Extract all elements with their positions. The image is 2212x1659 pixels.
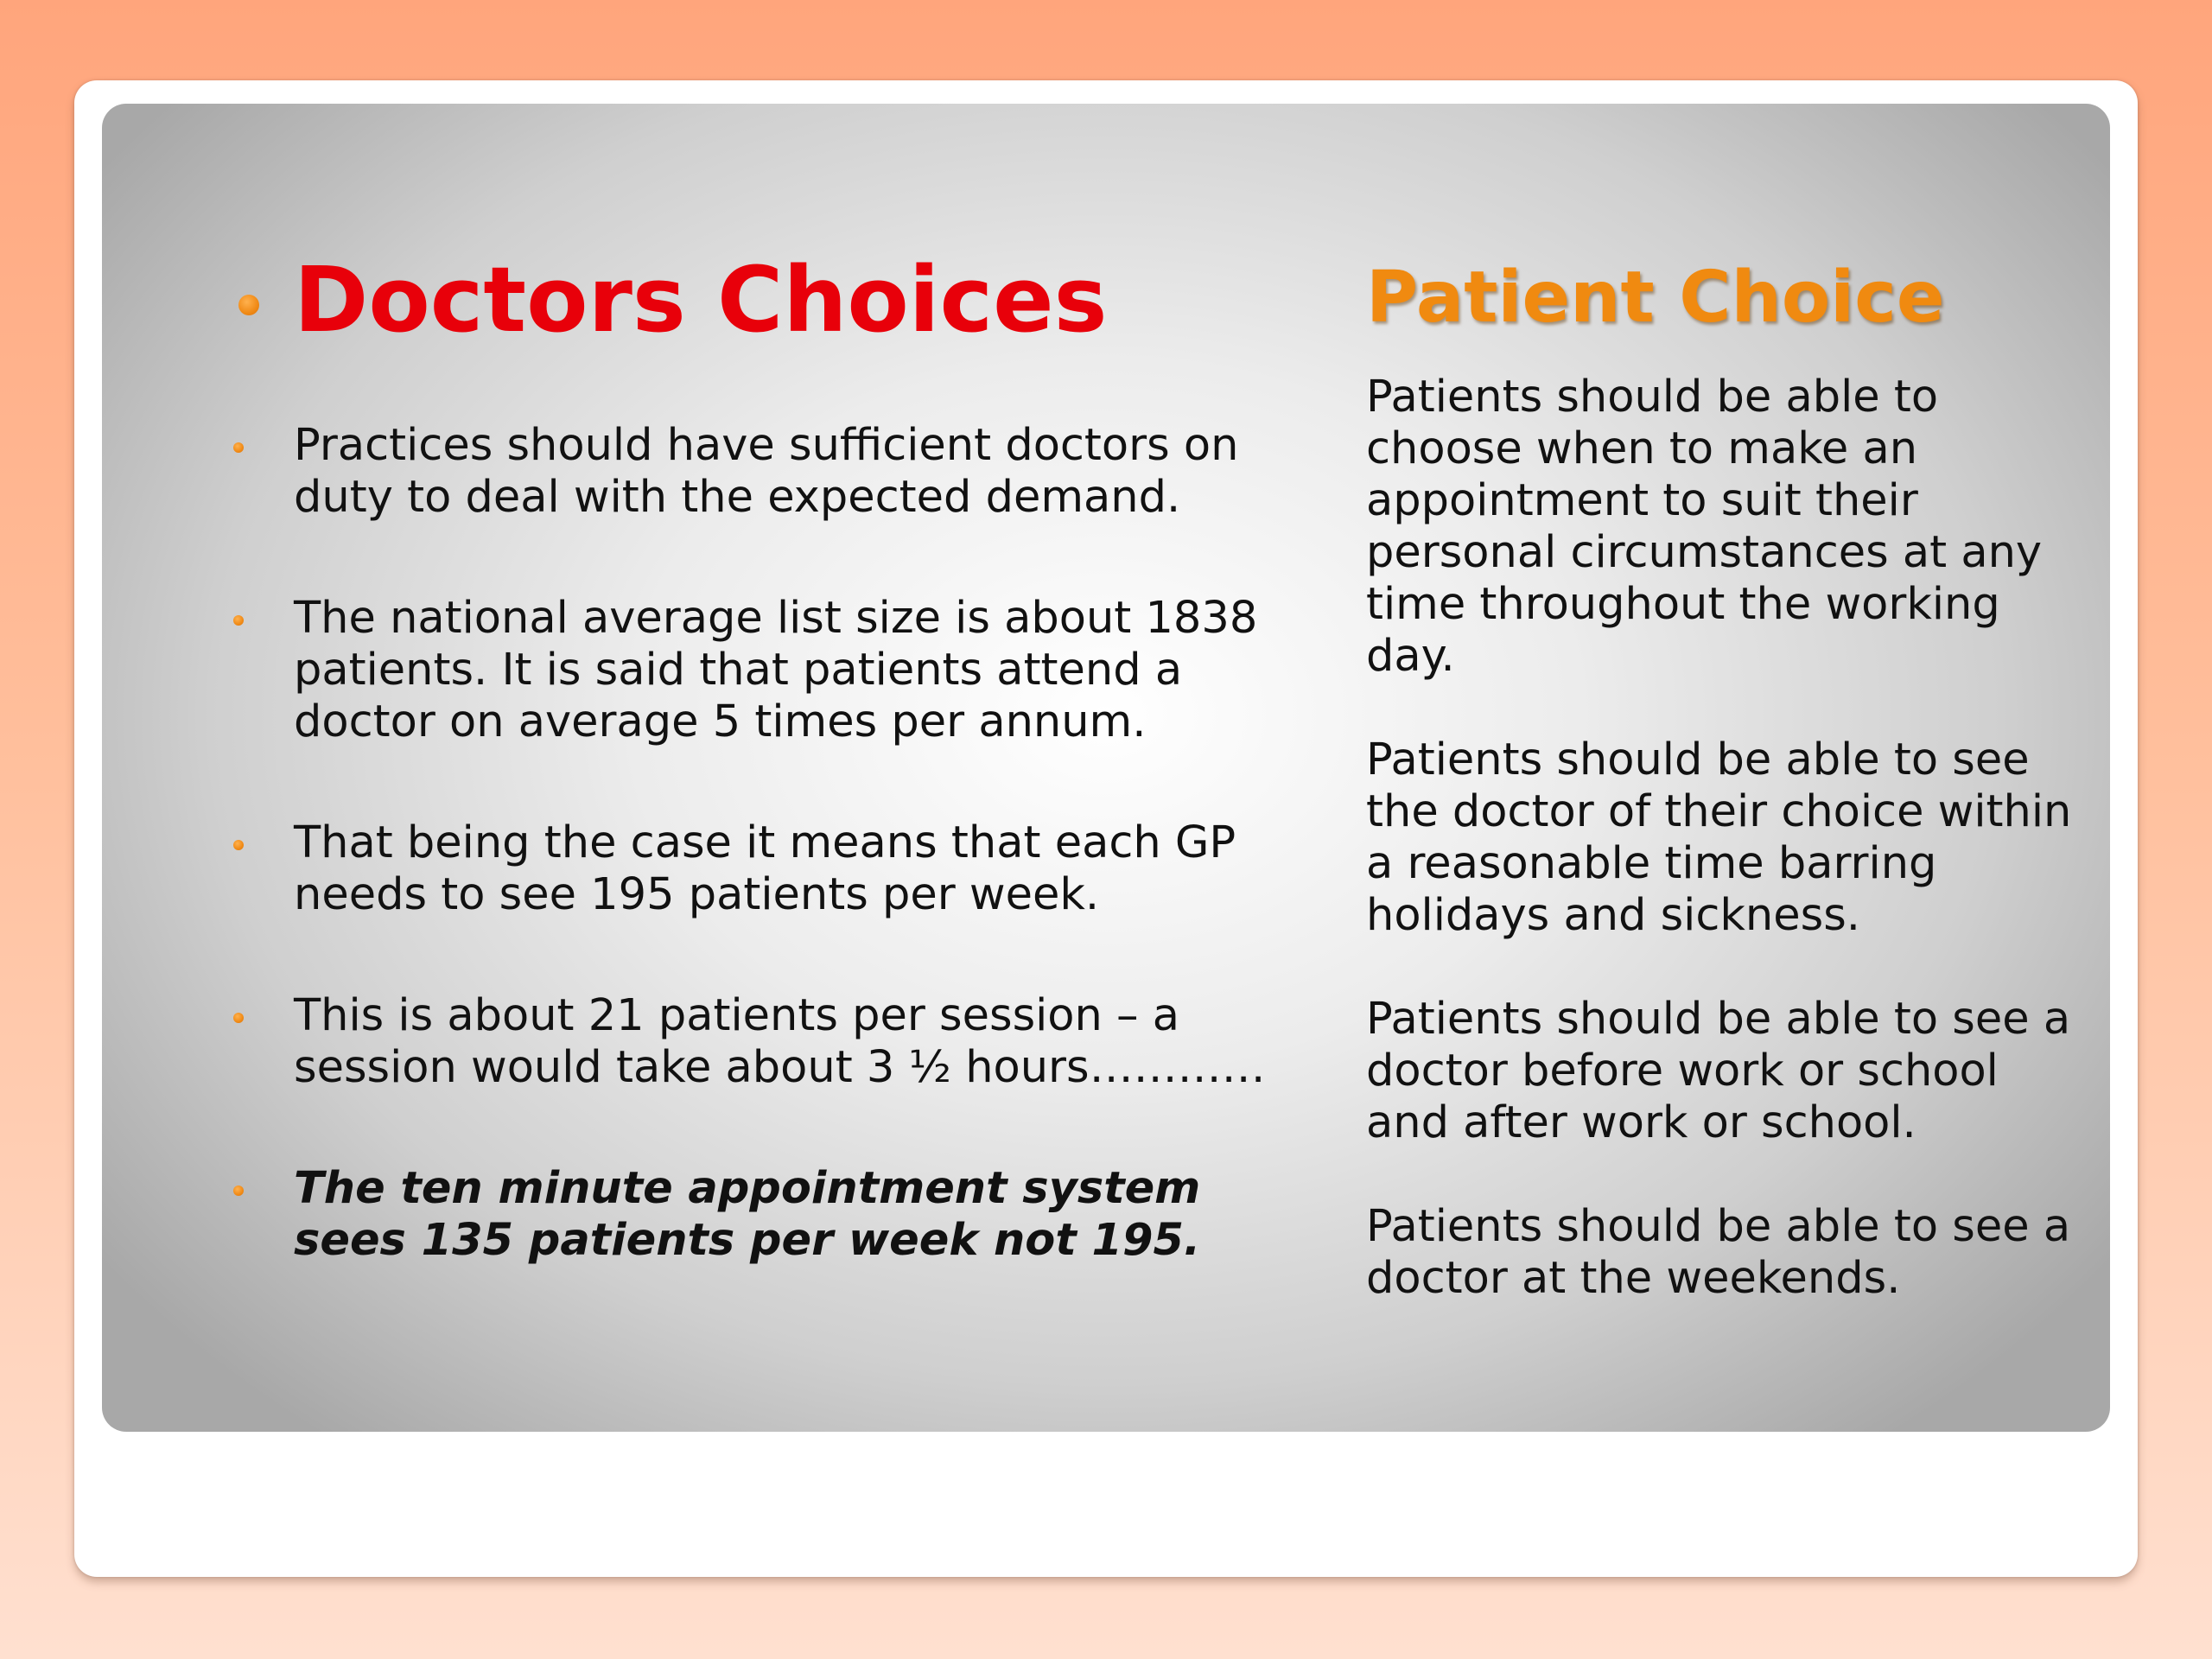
- patient-choice-column: [1366, 372, 2075, 1357]
- doctors-choices-list: [233, 420, 1270, 1336]
- doctors-choices-title: Doctors Choices: [294, 247, 1108, 353]
- list-item: [233, 593, 1270, 748]
- list-item: [233, 990, 1270, 1094]
- list-item-text: Practices should have sufficient doctors on duty to deal with the expected demand.: [294, 420, 1239, 523]
- list-item-text: That being the case it means that each GP needs to see 195 patients per week.: [294, 817, 1236, 920]
- patient-choice-paragraph: Patients should be able to see the doctor of their choice within a reasonable time barring holidays and sickness.: [1366, 734, 2072, 941]
- list-item-text: The ten minute appointment system sees 135 patients per week not 195.: [294, 1163, 1201, 1266]
- bullet-icon: [233, 615, 244, 626]
- list-item-text: The national average list size is about 1838 patients. It is said that patients attend a doctor on average 5 times per annum.: [294, 593, 1258, 747]
- patient-choice-paragraph: Patients should be able to see a doctor before work or school and after work or school.: [1366, 994, 2071, 1148]
- patient-choice-paragraph: Patients should be able to see a doctor at the weekends.: [1366, 1201, 2071, 1304]
- patient-choice-title: Patient Choice: [1366, 257, 1945, 339]
- list-item-text: This is about 21 patients per session – a session would take about 3 ½ hours…………: [294, 990, 1266, 1093]
- bullet-icon: [233, 1185, 244, 1196]
- bullet-icon: [233, 442, 244, 453]
- patient-choice-paragraph: Patients should be able to choose when to make an appointment to suit their personal circumstances at any time throughout the working day.: [1366, 372, 2043, 682]
- list-item: [233, 420, 1270, 524]
- bullet-icon: [233, 840, 244, 850]
- bullet-icon: [233, 1013, 244, 1023]
- title-bullet-icon: [238, 295, 259, 315]
- list-item-emphasis: [233, 1163, 1270, 1267]
- list-item: [233, 817, 1270, 921]
